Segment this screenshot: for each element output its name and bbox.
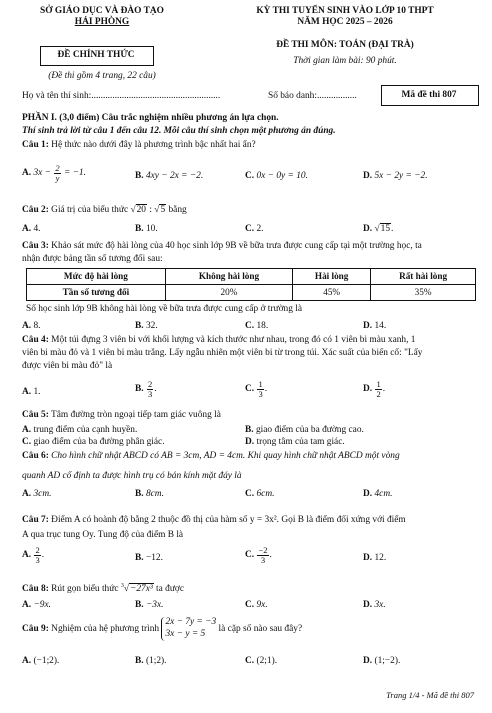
frequency-table xyxy=(26,268,476,301)
part1-instruction: Thí sinh trả lời từ câu 1 đến câu 12. Mỗi câu thí sinh chọn một phương án đúng. xyxy=(22,126,336,136)
q5-stem: Câu 5: Tâm đường tròn ngoại tiếp tam giác vuông là xyxy=(22,410,221,420)
q3-stem-line2: nhận được bảng tần số tương đối sau: xyxy=(22,254,163,264)
q7-option-d: D. 12. xyxy=(363,553,387,563)
q3-option-d: D. 14. xyxy=(363,321,387,331)
q8-option-a: A. −9x. xyxy=(22,600,51,610)
q3-question: Số học sinh lớp 9B không hài lòng về bữa trưa được cung cấp ở trường là xyxy=(26,304,303,314)
q5-option-b: B. giao điểm của ba đường cao. xyxy=(245,425,364,435)
table-cell: 35% xyxy=(371,285,476,301)
q3-option-a: A. 8. xyxy=(22,321,41,331)
q6-option-c: C. 6cm. xyxy=(245,489,275,499)
q4-option-d: D. $\frac{1}{2}$ . xyxy=(363,379,386,399)
q1-option-d: D. 5x − 2y = −2. xyxy=(363,171,428,181)
pages-note: (Đề thi gồm 4 trang, 22 câu) xyxy=(48,71,156,81)
q2-stem: Câu 2: Giá trị của biểu thức √20 : √5 bằng xyxy=(22,205,187,215)
q4-option-a: A. 1. xyxy=(22,387,41,397)
time-limit: Thời gian làm bài: 90 phút. xyxy=(293,56,397,66)
q5-option-a: A. trung điểm của cạnh huyền. xyxy=(22,425,138,435)
q2-option-c: C. 2. xyxy=(245,224,264,234)
q5-option-d: D. trọng tâm của tam giác. xyxy=(245,437,345,447)
q1-option-a: A. 3x − $\frac{2}{y}$ = −1. xyxy=(22,163,86,183)
q7-stem-line2: A qua trục tung Oy. Tung độ của điểm B là xyxy=(22,530,184,540)
q4-stem-line3: được viên bi màu đỏ" là xyxy=(22,361,113,371)
exam-title: KỲ THI TUYỂN SINH VÀO LỚP 10 THPT xyxy=(256,6,434,16)
table-header-cell: Mức độ hài lòng xyxy=(27,269,166,285)
q4-option-b: B. $\frac{2}{3}$ . xyxy=(135,379,157,399)
q1-label: Câu 1: xyxy=(22,140,49,150)
q4-stem-line1: Câu 4: Một túi đựng 3 viên bi với khối lượng và kích thước như nhau, trong đó có 1 viên bi màu xanh, 1 xyxy=(22,335,416,345)
candidate-name: Họ và tên thí sinh:....................................................... xyxy=(22,91,221,101)
q9-stem: Câu 9: Nghiệm của hệ phương trình 2x − 7y = −3 3x − y = 5 là cặp số nào sau đây? xyxy=(22,617,303,639)
table-header-cell: Rất hài lòng xyxy=(371,269,476,285)
q9-option-d: D. (1;−2). xyxy=(363,656,401,666)
exam-code: Mã đề thi 807 xyxy=(401,90,457,100)
q7-option-b: B. −12. xyxy=(135,553,163,563)
dept-line1: SỞ GIÁO DỤC VÀ ĐÀO TẠO xyxy=(40,6,164,16)
table-header-cell: Không hài lòng xyxy=(165,269,292,285)
q8-option-b: B. −3x. xyxy=(135,600,164,610)
q5-option-c: C. giao điểm của ba đường phân giác. xyxy=(22,437,165,447)
q6-option-d: D. 4cm. xyxy=(363,489,393,499)
q1-option-b: B. 4xy − 2x = −2. xyxy=(135,171,204,181)
equation-system: 2x − 7y = −3 3x − y = 5 xyxy=(161,617,216,641)
school-year: NĂM HỌC 2025 – 2026 xyxy=(297,17,393,27)
q3-option-c: C. 18. xyxy=(245,321,269,331)
page-footer: Trang 1/4 - Mã đề thi 807 xyxy=(386,690,474,700)
q2-option-d: D. √15. xyxy=(363,224,394,234)
table-header-cell: Hài lòng xyxy=(293,269,371,285)
q1-option-c: C. 0x − 0y = 10. xyxy=(245,171,308,181)
q6-stem-line1: Câu 6: Cho hình chữ nhật ABCD có AB = 3cm, AD = 4cm. Khi quay hình chữ nhật ABCD một vòng xyxy=(22,451,400,461)
q8-option-d: D. 3x. xyxy=(363,600,386,610)
q7-stem-line1: Câu 7: Điểm A có hoành độ bằng 2 thuộc đồ thị của hàm số y = 3x². Gọi B là điểm đối xứng với điểm xyxy=(22,515,406,525)
table-row xyxy=(27,285,476,301)
q1-text: Hệ thức nào dưới đây là phương trình bậc nhất hai ẩn? xyxy=(51,140,256,150)
q3-stem-line1: Câu 3: Khảo sát mức độ hài lòng của 40 học sinh lớp 9B về bữa trưa được cung cấp tại một trường học, ta xyxy=(22,241,422,251)
q2-option-b: B. 10. xyxy=(135,224,158,234)
official-label: ĐỀ CHÍNH THỨC xyxy=(57,50,135,60)
q6-option-a: A. 3cm. xyxy=(22,489,52,499)
q9-option-b: B. (1;2). xyxy=(135,656,167,666)
q6-stem-line2: quanh AD cố định ta được hình trụ có bán kính mặt đáy là xyxy=(22,471,242,481)
table-cell: 45% xyxy=(293,285,371,301)
q4-stem-line2: viên bi màu đỏ và 1 viên bi màu trắng. Lấy ngẫu nhiên một viên bi từ trong túi. Xác suất của biến cố: "Lấy xyxy=(22,348,423,358)
q3-option-b: B. 32. xyxy=(135,321,158,331)
q4-option-c: C. $\frac{1}{3}$ . xyxy=(245,379,268,399)
q8-stem: Câu 8: Rút gọn biểu thức $^3$√−27x³ ta được xyxy=(22,583,185,595)
q9-option-a: A. (−1;2). xyxy=(22,656,60,666)
q1-stem xyxy=(22,140,256,152)
q9-option-c: C. (2;1). xyxy=(245,656,278,666)
q7-option-a: A. $\frac{2}{3}$ . xyxy=(22,545,45,565)
candidate-number: Số báo danh:................. xyxy=(268,91,357,101)
table-cell: Tần số tương đối xyxy=(27,285,166,301)
part1-title: PHẦN I. (3,0 điểm) Câu trắc nghiệm nhiều phương án lựa chọn. xyxy=(22,113,279,123)
q8-option-c: C. 9x. xyxy=(245,600,268,610)
subject: ĐỀ THI MÔN: TOÁN (ĐẠI TRÀ) xyxy=(276,40,414,50)
q6-option-b: B. 8cm. xyxy=(135,489,164,499)
table-row xyxy=(27,269,476,285)
q7-option-c: C. $\frac{-2}{3}$ . xyxy=(245,545,272,565)
table-cell: 20% xyxy=(165,285,292,301)
q2-option-a: A. 4. xyxy=(22,224,41,234)
dept-line2: HẢI PHÒNG xyxy=(74,17,130,27)
